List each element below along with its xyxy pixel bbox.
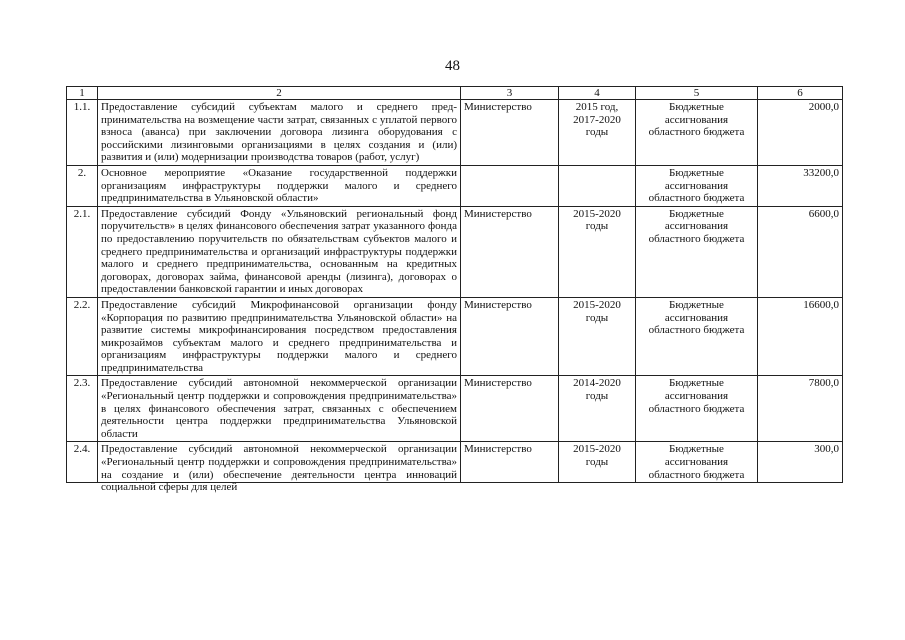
row-number: 2.1.: [67, 206, 98, 297]
column-header: 5: [636, 87, 758, 100]
row-executor: Министерство: [461, 100, 559, 166]
table-row: [67, 297, 843, 376]
row-description: Основное мероприятие «Оказание государственной поддержки организациям инфраструктуры поддержки малого и среднего предпринимательства в Ульяновской области»: [98, 165, 461, 206]
row-description-text: Предоставление субсидий автономной некоммерческой организации «Региональный центр поддержки и сопровождения предпринимательства» на создание и (или) обеспечение деятельности центра инноваций социальной сферы для целей: [101, 443, 457, 494]
table-row: [67, 206, 843, 297]
row-term: [559, 165, 636, 206]
row-amount: 300,0: [758, 442, 843, 483]
row-funding-source: Бюджетные ассигнования областного бюджета: [636, 165, 758, 206]
row-number: 1.1.: [67, 100, 98, 166]
row-description: Предоставление субсидий субъектам малого и среднего предпринимательства на возмещение части затрат, связанных с уплатой первого взноса (аванса) при заключении договора лизинга оборудования с российскими лизинговыми организациями в целях создания и (или) развития и (или) модернизации производства товаров (работ, услуг): [98, 100, 461, 166]
table-row: [67, 376, 843, 442]
row-number: 2.2.: [67, 297, 98, 376]
row-term: 2014-2020 годы: [559, 376, 636, 442]
row-number: 2.4.: [67, 442, 98, 483]
row-executor: Министерство: [461, 376, 559, 442]
budget-table: [66, 86, 843, 494]
row-amount: 16600,0: [758, 297, 843, 376]
row-description: [98, 442, 461, 494]
row-amount: 6600,0: [758, 206, 843, 297]
row-description: Предоставление субсидий автономной некоммерческой организации «Региональный центр поддержки и сопровождения предпринимательства» в целях финансового обеспечения затрат, связанных с обеспечением деятельности центра поддержки предпринимательства Ульяновской области: [98, 376, 461, 442]
row-funding-source: Бюджетные ассигнования областного бюджета: [636, 206, 758, 297]
column-header: 2: [98, 87, 461, 100]
page-number: 48: [445, 58, 460, 74]
row-term: 2015-2020 годы: [559, 297, 636, 376]
row-term: 2015 год, 2017-2020 годы: [559, 100, 636, 166]
table-row: [67, 100, 843, 166]
row-funding-source: Бюджетные ассигнования областного бюджета: [636, 297, 758, 376]
table-row: [67, 442, 843, 483]
row-executor: Министерство: [461, 206, 559, 297]
table-row: [67, 165, 843, 206]
column-header: 1: [67, 87, 98, 100]
row-number: 2.: [67, 165, 98, 206]
column-header: 6: [758, 87, 843, 100]
row-description: Предоставление субсидий Микрофинансовой организации фонду «Корпорация по развитию предпринимательства Ульяновской области» на развитие системы микрофинансирования посредством предоставления микрозаймов субъектам малого и среднего предпринимательства и организациям инфраструктуры поддержки малого и среднего предпринимательства: [98, 297, 461, 376]
row-term: 2015-2020 годы: [559, 206, 636, 297]
row-executor: [461, 165, 559, 206]
row-description: Предоставление субсидий Фонду «Ульяновский региональный фонд поручительств» в целях финансового обеспечения затрат указанного фонда по предоставлению поручительств по обязательствам субъектов малого и среднего предпринимательства и организаций инфраструктуры поддержки малого и среднего предпринимательства, основанным на кредитных договорах, договорах займа, финансовой аренды (лизинга), договорах о предоставлении банковской гарантии и иных договорах: [98, 206, 461, 297]
row-number: 2.3.: [67, 376, 98, 442]
row-executor: Министерство: [461, 297, 559, 376]
row-amount: 33200,0: [758, 165, 843, 206]
row-amount: 7800,0: [758, 376, 843, 442]
row-funding-source: Бюджетные ассигнования областного бюджета: [636, 442, 758, 483]
row-term: 2015-2020 годы: [559, 442, 636, 483]
table-header-row: [67, 87, 843, 100]
row-executor: Министерство: [461, 442, 559, 483]
row-funding-source: Бюджетные ассигнования областного бюджета: [636, 100, 758, 166]
column-header: 4: [559, 87, 636, 100]
column-header: 3: [461, 87, 559, 100]
row-amount: 2000,0: [758, 100, 843, 166]
row-funding-source: Бюджетные ассигнования областного бюджета: [636, 376, 758, 442]
